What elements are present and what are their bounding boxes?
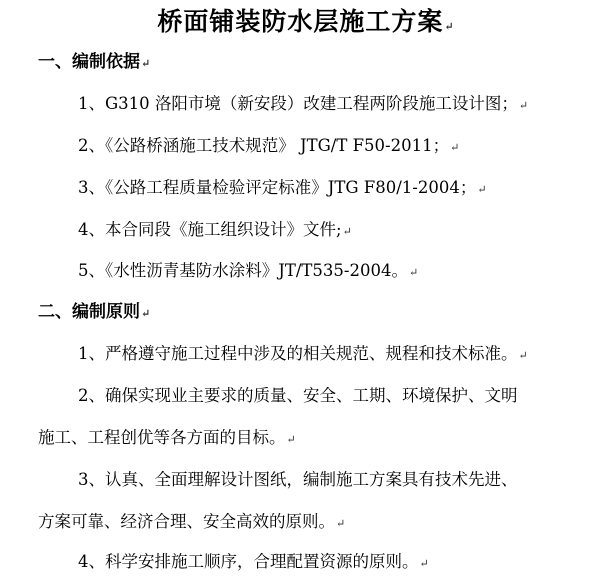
section-heading-basis: 一、编制依据↵ — [38, 52, 151, 72]
list-item-continuation: 方案可靠、经济合理、安全高效的原则。↵ — [38, 512, 346, 531]
paragraph-mark-icon: ↵ — [450, 141, 460, 154]
paragraph-mark-icon: ↵ — [477, 183, 487, 196]
list-item: 3、《公路工程质量检验评定标准》JTG F80/1-2004；↵ — [78, 178, 487, 197]
paragraph-mark-icon: ↵ — [518, 349, 528, 362]
paragraph-mark-icon: ↵ — [342, 225, 352, 238]
list-item: 1、G310 洛阳市境（新安段）改建工程两阶段施工设计图；↵ — [78, 94, 529, 113]
paragraph-mark-icon: ↵ — [141, 307, 151, 320]
paragraph-mark-icon: ↵ — [444, 20, 455, 33]
list-item: 4、本合同段《施工组织设计》文件;↵ — [78, 220, 352, 239]
list-item-continuation: 施工、工程创优等各方面的目标。↵ — [38, 428, 296, 447]
list-item: 1、严格遵守施工过程中涉及的相关规范、规程和技术标准。↵ — [78, 344, 528, 363]
list-item: 2、《公路桥涵施工技术规范》 JTG/T F50-2011；↵ — [78, 136, 460, 155]
document-title: 桥面铺装防水层施工方案↵ — [157, 7, 455, 36]
list-item: 2、确保实现业主要求的质量、安全、工期、环境保护、文明 — [78, 386, 518, 405]
paragraph-mark-icon: ↵ — [409, 266, 419, 279]
section-heading-principles: 二、编制原则↵ — [38, 302, 151, 322]
list-item: 5、《水性沥青基防水涂料》JT/T535-2004。↵ — [78, 261, 419, 280]
paragraph-mark-icon: ↵ — [286, 433, 296, 446]
paragraph-mark-icon: ↵ — [518, 99, 529, 112]
list-item: 3、认真、全面理解设计图纸，编制施工方案具有技术先进、 — [78, 470, 518, 489]
paragraph-mark-icon: ↵ — [141, 57, 151, 70]
list-item: 4、科学安排施工顺序，合理配置资源的原则。↵ — [78, 552, 429, 571]
paragraph-mark-icon: ↵ — [419, 557, 429, 570]
paragraph-mark-icon: ↵ — [336, 517, 346, 530]
